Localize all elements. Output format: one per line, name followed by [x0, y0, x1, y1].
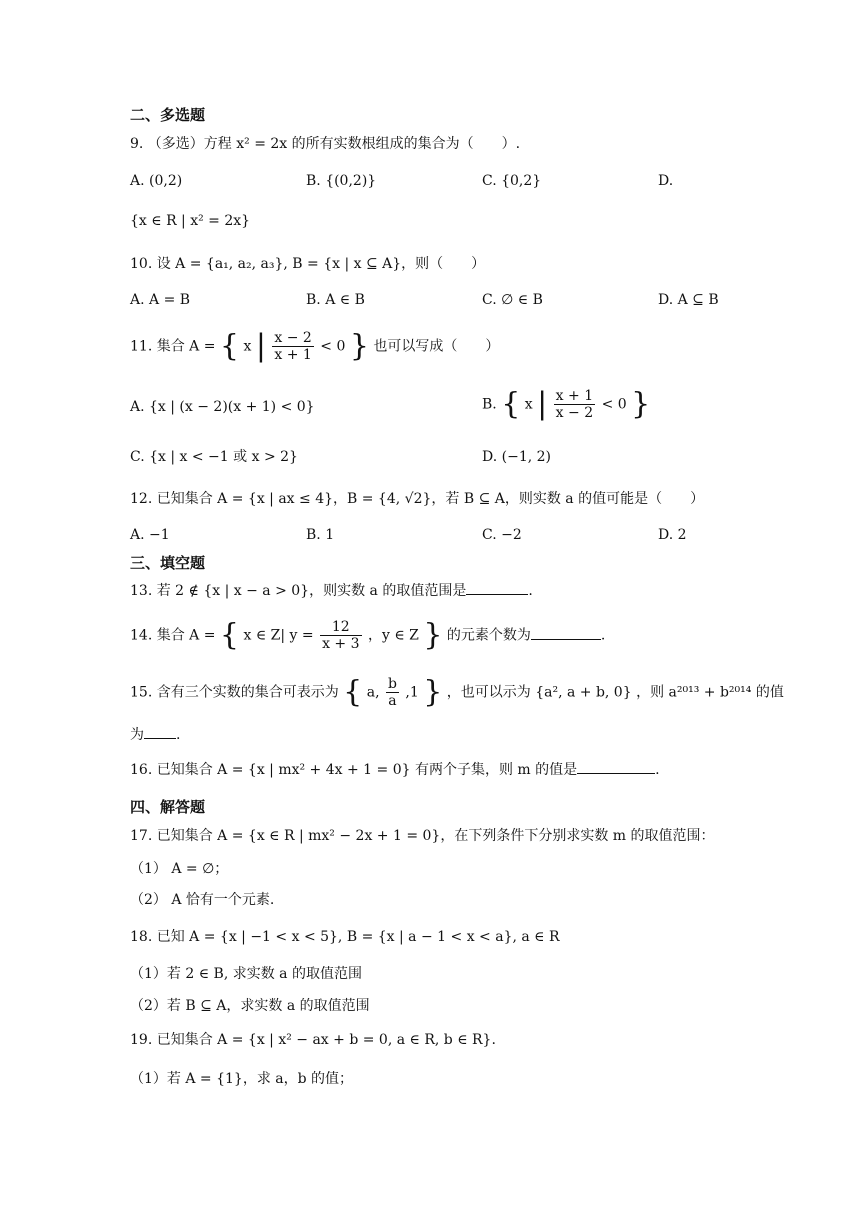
q15-fraction-numerator: b	[387, 676, 397, 692]
q11-fraction	[272, 330, 313, 363]
answer-blank[interactable]	[466, 580, 528, 595]
question-18-part-1: （1）若 2 ∈ B, 求实数 a 的取值范围	[130, 966, 362, 982]
question-9-stem: 9. （多选）方程 x² = 2x 的所有实数根组成的集合为（ ）.	[130, 136, 521, 152]
q11-option-b-var: x	[524, 396, 533, 413]
q11-option-b-label: B.	[482, 396, 497, 413]
q15-fraction	[386, 676, 399, 709]
q14-set-lead: x ∈ Z| y =	[243, 627, 314, 644]
divider-bar: |	[255, 328, 266, 364]
q11-option-b-denominator: x − 2	[555, 405, 594, 421]
q15-fraction-denominator: a	[388, 693, 397, 709]
q11-relation: < 0	[320, 338, 346, 355]
q11-option-b-relation: < 0	[601, 396, 627, 413]
q12-option-d: D. 2	[658, 527, 687, 543]
q14-set-tail: ，y ∈ Z	[367, 627, 419, 644]
q14-prefix: 14. 集合 A =	[130, 627, 216, 644]
q15-suffix: ，则 a²⁰¹³ + b²⁰¹⁴ 的值	[636, 684, 784, 701]
q10-option-b: B. A ∈ B	[306, 292, 365, 308]
q11-option-b	[482, 388, 650, 421]
q11-set-lead: x	[243, 338, 252, 355]
question-19-stem: 19. 已知集合 A = {x | x² − ax + b = 0, a ∈ R, b ∈ R}.	[130, 1032, 496, 1048]
q9-option-b: B. {(0,2)}	[306, 173, 377, 189]
q13-stem: 13. 若 2 ∉ {x | x − a > 0}，则实数 a 的取值范围是	[130, 583, 467, 599]
question-15-line2	[130, 724, 180, 746]
q9-option-a: A. (0,2)	[130, 173, 183, 189]
question-10-stem: 10. 设 A = {a₁, a₂, a₃}, B = {x | x ⊆ A}，则（ ）	[130, 256, 486, 272]
left-brace: {	[219, 328, 240, 364]
question-16	[130, 759, 660, 781]
question-15	[130, 676, 784, 709]
q14-end: .	[600, 627, 606, 644]
q11-option-a: A. {x | (x − 2)(x + 1) < 0}	[130, 399, 315, 415]
right-brace: }	[631, 386, 651, 422]
divider-bar: |	[537, 386, 548, 422]
q14-fraction-numerator: 12	[320, 619, 361, 636]
q11-fraction-denominator: x + 1	[274, 347, 312, 363]
q12-option-b: B. 1	[306, 527, 335, 543]
answer-blank[interactable]	[144, 724, 176, 739]
q15-prefix: 15. 含有三个实数的集合可表示为	[130, 684, 339, 701]
question-17-stem: 17. 已知集合 A = {x ∈ R | mx² − 2x + 1 = 0}，在下列条件下分别求实数 m 的取值范围：	[130, 828, 715, 844]
q15-set1-a: a,	[366, 684, 380, 701]
right-brace: }	[423, 617, 443, 653]
q15-set2: {a², a + b, 0}	[535, 684, 632, 701]
q14-suffix: 的元素个数为	[446, 627, 531, 644]
right-brace: }	[423, 674, 443, 710]
q15-end: .	[176, 727, 181, 743]
question-12-stem: 12. 已知集合 A = {x | ax ≤ 4}，B = {4, √2}，若 B ⊆ A，则实数 a 的值可能是（ ）	[130, 491, 705, 507]
question-17-part-1: （1） A = ∅；	[130, 861, 229, 877]
q11-fraction-numerator: x − 2	[274, 330, 312, 346]
q11-suffix: 也可以写成（ ）	[373, 338, 500, 355]
q10-option-c: C. ∅ ∈ B	[482, 292, 543, 308]
q11-option-c: C. {x | x < −1 或 x > 2}	[130, 449, 298, 465]
q16-stem: 16. 已知集合 A = {x | mx² + 4x + 1 = 0} 有两个子集，则 m 的值是	[130, 762, 578, 778]
q13-end: .	[528, 583, 533, 599]
q12-option-c: C. −2	[482, 527, 522, 543]
question-18-part-2: （2）若 B ⊆ A，求实数 a 的取值范围	[130, 998, 370, 1014]
q9-option-c: C. {0,2}	[482, 173, 542, 189]
q15-line2: 为	[130, 727, 144, 743]
q15-mid: ，也可以示为	[446, 684, 531, 701]
left-brace: {	[343, 674, 363, 710]
q11-option-d: D. (−1, 2)	[482, 449, 551, 465]
answer-blank[interactable]	[531, 625, 601, 640]
q9-option-d: D.	[658, 173, 674, 189]
q14-fraction-denominator: x + 3	[322, 636, 360, 652]
q16-end: .	[655, 762, 660, 778]
q15-set1-tail: ,1	[405, 684, 419, 701]
question-11-stem	[130, 330, 499, 363]
section-heading-fill-in: 三、填空题	[130, 554, 206, 572]
answer-blank[interactable]	[577, 759, 655, 774]
left-brace: {	[501, 386, 521, 422]
q12-option-a: A. −1	[130, 527, 170, 543]
right-brace: }	[349, 328, 369, 364]
question-14	[130, 619, 605, 652]
q9-option-d-content: {x ∈ R | x² = 2x}	[130, 213, 251, 229]
section-heading-multiple-choice: 二、多选题	[130, 106, 206, 124]
question-13	[130, 580, 533, 602]
left-brace: {	[219, 617, 240, 653]
q14-fraction	[320, 619, 361, 652]
question-19-part-1: （1）若 A = {1}，求 a，b 的值；	[130, 1071, 354, 1087]
question-17-part-2: （2） A 恰有一个元素.	[130, 892, 275, 908]
q11-option-b-fraction	[554, 388, 595, 421]
q11-option-b-numerator: x + 1	[555, 388, 594, 404]
q10-option-d: D. A ⊆ B	[658, 292, 719, 308]
section-heading-solutions: 四、解答题	[130, 798, 206, 816]
q11-prefix: 11. 集合 A =	[130, 338, 216, 355]
q10-option-a: A. A = B	[130, 292, 191, 308]
question-18-stem: 18. 已知 A = {x | −1 < x < 5}, B = {x | a − 1 < x < a}, a ∈ R	[130, 929, 560, 945]
